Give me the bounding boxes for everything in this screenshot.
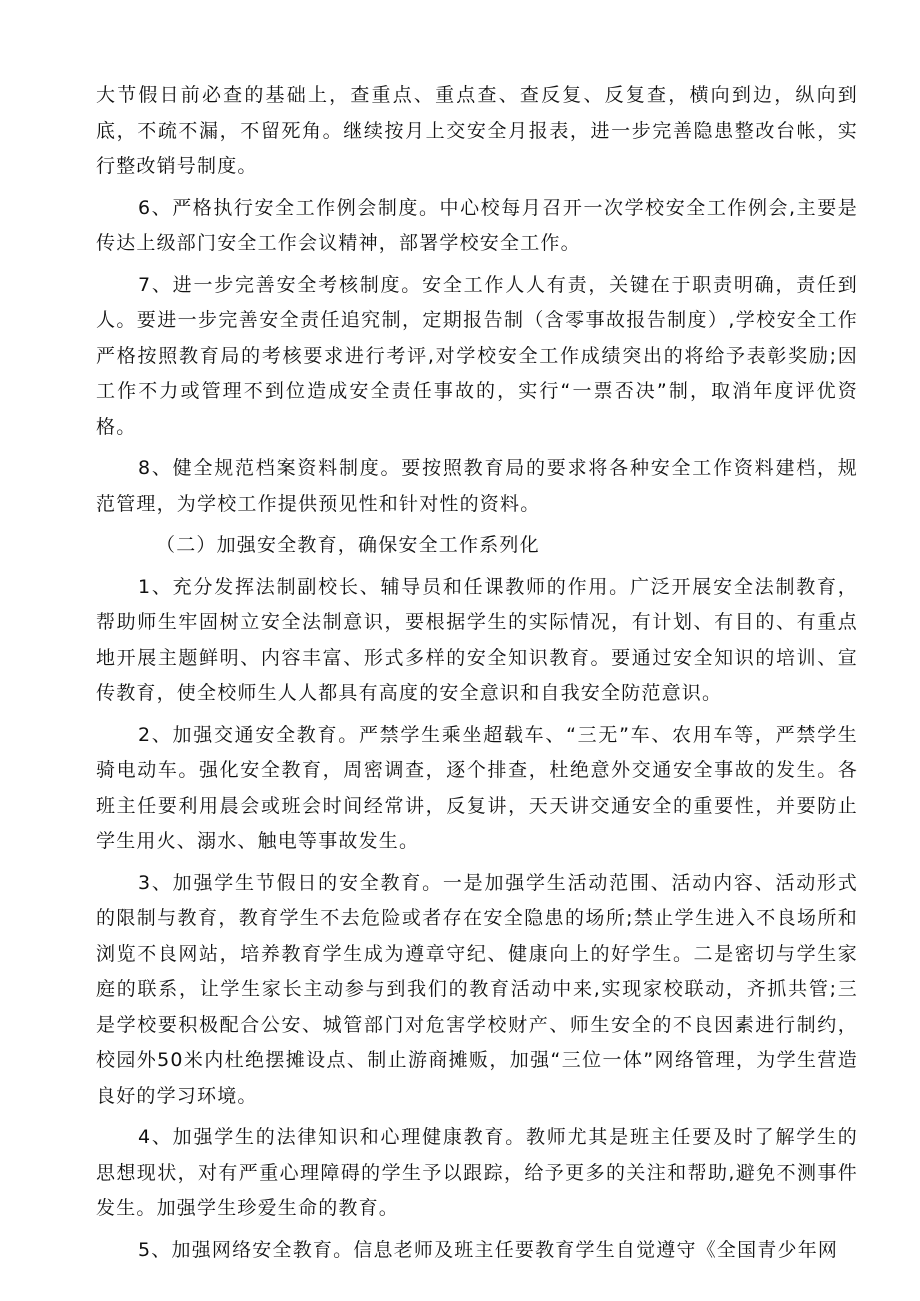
section-paragraph-2: 2、加强交通安全教育。严禁学生乘坐超载车、“三无”车、农用车等，严禁学生骑电动车。强化安全教育，周密调查，逐个排查，杜绝意外交通安全事故的发生。各班主任要利用晨会或班会时间经常讲，反复讲，天天讲交通安全的重要性，并要防止学生用火、溺水、触电等事故发生。: [96, 723, 858, 852]
section-paragraph-1: 1、充分发挥法制副校长、辅导员和任课教师的作用。广泛开展安全法制教育，帮助师生牢固树立安全法制意识，要根据学生的实际情况，有计划、有目的、有重点地开展主题鲜明、内容丰富、形式多样的安全知识教育。要通过安全知识的培训、宣传教育，使全校师生人人都具有高度的安全意识和自我安全防范意识。: [96, 575, 858, 704]
section-paragraph-4: 4、加强学生的法律知识和心理健康教育。教师尤其是班主任要及时了解学生的思想现状，对有严重心理障碍的学生予以跟踪，给予更多的关注和帮助,避免不测事件发生。加强学生珍爱生命的教育。: [96, 1126, 858, 1219]
section-paragraph-5: 5、加强网络安全教育。信息老师及班主任要教育学生自觉遵守《全国青少年网: [138, 1238, 839, 1261]
document-page: [96, 78, 858, 1268]
section-heading: （二）加强安全教育，确保安全工作系列化: [156, 534, 540, 556]
paragraph-item-7: 7、进一步完善安全考核制度。安全工作人人有责，关键在于职责明确，责任到人。要进一步完善安全责任追究制，定期报告制（含零事故报告制度）,学校安全工作严格按照教育局的考核要求进行考评,对学校安全工作成绩突出的将给予表彰奖励;因工作不力或管理不到位造成安全责任事故的，实行“一票否决”制，取消年度评优资格。: [96, 273, 858, 438]
section-paragraph-3: 3、加强学生节假日的安全教育。一是加强学生活动范围、活动内容、活动形式的限制与教育，教育学生不去危险或者存在安全隐患的场所;禁止学生进入不良场所和浏览不良网站，培养教育学生成为遵章守纪、健康向上的好学生。二是密切与学生家庭的联系，让学生家长主动参与到我们的教育活动中来,实现家校联动，齐抓共管;三是学校要积极配合公安、城管部门对危害学校财产、师生安全的不良因素进行制约，校园外50米内杜绝摆摊设点、制止游商摊贩，加强“三位一体”网络管理，为学生营造良好的学习环境。: [96, 871, 858, 1107]
paragraph-continuation: 大节假日前必查的基础上，查重点、重点查、查反复、反复查，横向到边，纵向到底，不疏不漏，不留死角。继续按月上交安全月报表，进一步完善隐患整改台帐，实行整改销号制度。: [96, 84, 858, 177]
paragraph-item-6: 6、严格执行安全工作例会制度。中心校每月召开一次学校安全工作例会,主要是传达上级部门安全工作会议精神，部署学校安全工作。: [96, 196, 858, 254]
paragraph-item-8: 8、健全规范档案资料制度。要按照教育局的要求将各种安全工作资料建档，规范管理，为学校工作提供预见性和针对性的资料。: [96, 457, 858, 515]
